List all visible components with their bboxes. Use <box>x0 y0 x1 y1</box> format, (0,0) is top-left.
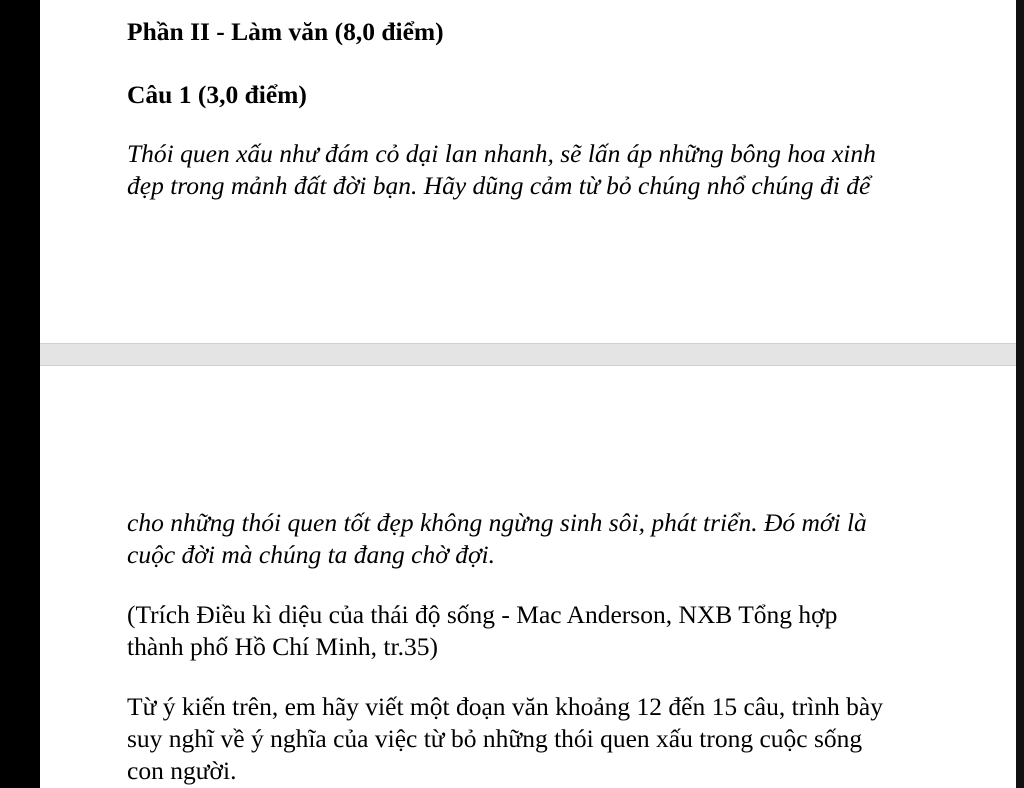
viewer-edge <box>1016 0 1024 788</box>
citation-line: thành phố Hồ Chí Minh, tr.35) <box>127 632 438 661</box>
quote-line: cho những thói quen tốt đẹp không ngừng sinh sôi, phát triển. Đó mới là <box>127 508 867 537</box>
section-heading: Phần II - Làm văn (8,0 điểm) <box>127 17 444 46</box>
document-page-2 <box>40 366 1016 788</box>
citation-paragraph <box>127 599 967 663</box>
document-page-1 <box>40 0 1016 343</box>
quote-line: Thói quen xấu như đám cỏ dại lan nhanh, sẽ lấn áp những bông hoa xinh <box>127 139 876 168</box>
page-separator <box>40 343 1016 366</box>
prompt-line: suy nghĩ về ý nghĩa của việc từ bỏ những thói quen xấu trong cuộc sống <box>127 724 863 753</box>
question-heading: Câu 1 (3,0 điểm) <box>127 80 307 109</box>
quote-line: đẹp trong mảnh đất đời bạn. Hãy dũng cảm từ bỏ chúng nhổ chúng đi để <box>127 171 871 200</box>
citation-line: (Trích Điều kì diệu của thái độ sống - Mac Anderson, NXB Tổng hợp <box>127 600 838 629</box>
prompt-line: Từ ý kiến trên, em hãy viết một đoạn văn khoảng 12 đến 15 câu, trình bày <box>127 692 883 721</box>
quote-paragraph-part-1 <box>127 138 967 202</box>
quote-line: cuộc đời mà chúng ta đang chờ đợi. <box>127 540 496 569</box>
prompt-paragraph <box>127 691 967 787</box>
prompt-line: con người. <box>127 756 237 785</box>
quote-paragraph-part-2 <box>127 507 967 571</box>
